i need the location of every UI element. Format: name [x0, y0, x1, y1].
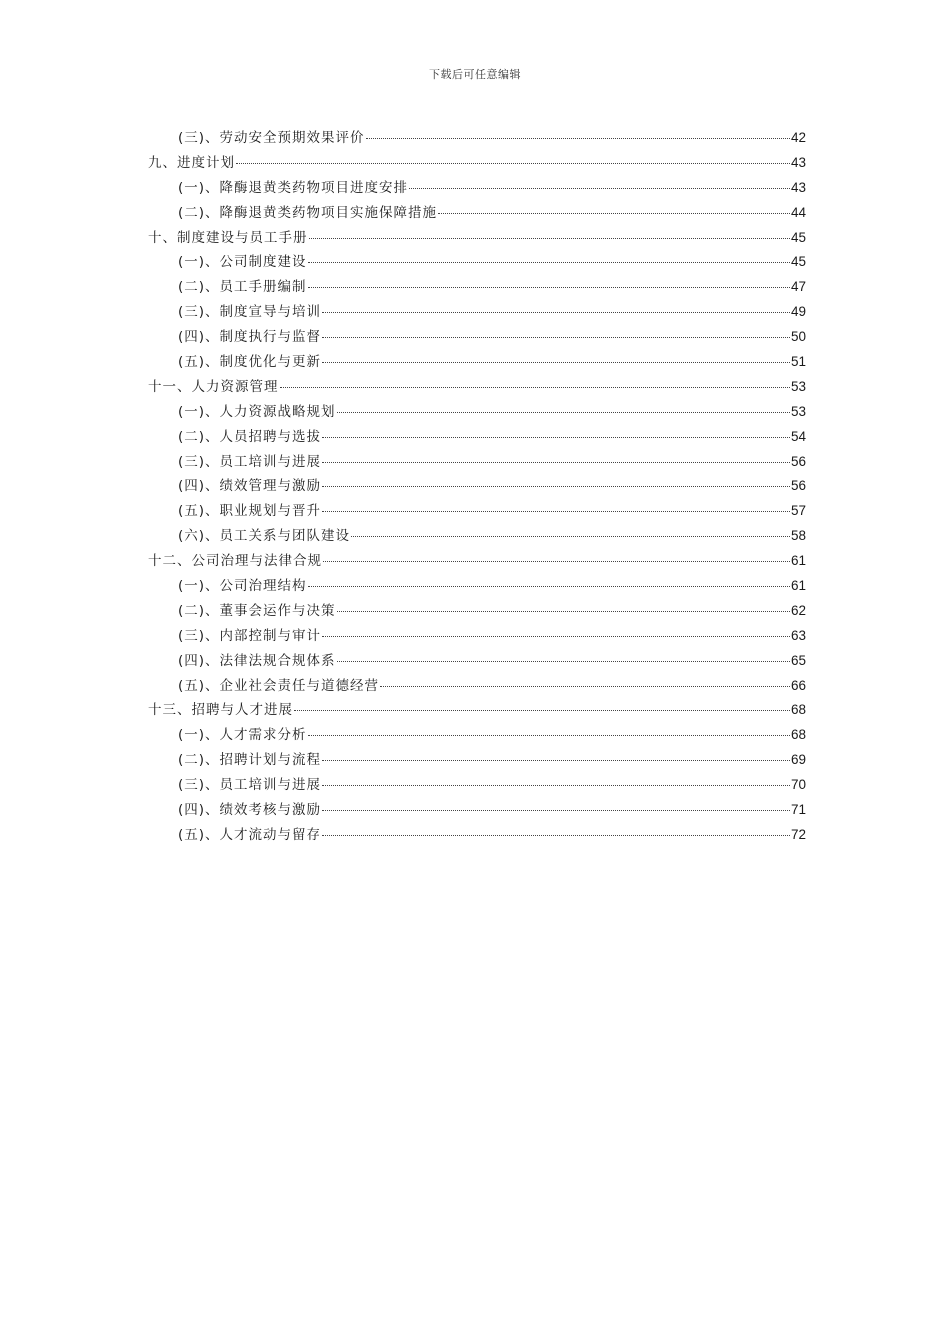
toc-entry-page-number: 68	[790, 727, 806, 743]
toc-entry-title: (六)、员工关系与团队建设	[178, 528, 351, 545]
toc-dot-leader	[351, 535, 790, 537]
toc-entry[interactable]	[148, 450, 806, 475]
toc-entry-page-number: 49	[790, 304, 806, 320]
toc-entry-page-number: 44	[790, 204, 806, 220]
toc-entry-title: (三)、员工培训与进展	[178, 777, 322, 794]
toc-entry-page-number: 70	[790, 777, 806, 793]
toc-entry[interactable]	[148, 350, 806, 375]
toc-entry-title: (五)、制度优化与更新	[178, 354, 322, 371]
toc-entry-page-number: 42	[790, 130, 806, 145]
toc-dot-leader	[323, 560, 790, 562]
toc-entry-title: (三)、内部控制与审计	[178, 627, 322, 644]
toc-entry-page-number: 47	[790, 279, 806, 295]
toc-entry-title: (五)、职业规划与晋升	[178, 503, 322, 520]
toc-entry[interactable]	[148, 201, 806, 226]
toc-dot-leader	[337, 411, 790, 413]
toc-entry[interactable]	[148, 599, 806, 624]
toc-entry-title: 十二、公司治理与法律合规	[148, 553, 322, 570]
toc-entry-page-number: 62	[790, 602, 806, 618]
toc-dot-leader	[308, 585, 790, 587]
toc-entry-page-number: 72	[790, 826, 806, 842]
toc-entry[interactable]	[148, 151, 806, 176]
toc-entry[interactable]	[148, 798, 806, 823]
toc-entry-page-number: 66	[790, 677, 806, 693]
toc-entry[interactable]	[148, 549, 806, 574]
table-of-contents	[148, 126, 806, 848]
toc-entry[interactable]	[148, 474, 806, 499]
toc-dot-leader	[337, 610, 790, 612]
toc-dot-leader	[438, 212, 790, 214]
toc-entry-title: (二)、人员招聘与选拔	[178, 428, 322, 445]
toc-entry-title: (三)、劳动安全预期效果评价	[178, 130, 365, 146]
toc-entry-page-number: 58	[790, 528, 806, 544]
toc-dot-leader	[322, 361, 790, 363]
toc-entry-page-number: 50	[790, 329, 806, 345]
toc-entry-title: (二)、董事会运作与决策	[178, 602, 336, 619]
toc-entry-page-number: 61	[790, 578, 806, 594]
toc-dot-leader	[294, 709, 790, 711]
toc-entry-page-number: 56	[790, 453, 806, 469]
toc-entry-title: (二)、员工手册编制	[178, 279, 307, 296]
toc-entry[interactable]	[148, 649, 806, 674]
toc-entry[interactable]	[148, 748, 806, 773]
toc-entry-title: 十一、人力资源管理	[148, 378, 279, 395]
toc-dot-leader	[322, 784, 790, 786]
toc-dot-leader	[308, 261, 790, 263]
toc-entry[interactable]	[148, 325, 806, 350]
toc-entry-page-number: 57	[790, 503, 806, 519]
toc-dot-leader	[322, 485, 790, 487]
toc-entry[interactable]	[148, 499, 806, 524]
toc-entry-page-number: 61	[790, 553, 806, 569]
toc-entry[interactable]	[148, 773, 806, 798]
toc-entry-title: (一)、人力资源战略规划	[178, 403, 336, 420]
toc-entry-page-number: 71	[790, 802, 806, 818]
toc-entry-page-number: 45	[790, 229, 806, 245]
toc-entry-title: (五)、人才流动与留存	[178, 826, 322, 843]
toc-dot-leader	[337, 660, 790, 662]
toc-entry-title: (五)、企业社会责任与道德经营	[178, 677, 380, 694]
toc-entry-title: (四)、绩效考核与激励	[178, 802, 322, 819]
toc-entry-title: (一)、公司治理结构	[178, 578, 307, 595]
toc-entry-page-number: 69	[790, 752, 806, 768]
toc-entry[interactable]	[148, 126, 806, 151]
toc-entry-page-number: 53	[790, 403, 806, 419]
toc-entry-page-number: 54	[790, 428, 806, 444]
toc-dot-leader	[366, 137, 790, 139]
toc-entry-title: (一)、公司制度建设	[178, 254, 307, 271]
toc-entry[interactable]	[148, 574, 806, 599]
toc-entry[interactable]	[148, 300, 806, 325]
toc-dot-leader	[280, 386, 790, 388]
toc-dot-leader	[322, 834, 790, 836]
toc-entry-title: (二)、招聘计划与流程	[178, 752, 322, 769]
toc-entry[interactable]	[148, 524, 806, 549]
toc-dot-leader	[380, 685, 790, 687]
toc-entry-title: (四)、制度执行与监督	[178, 329, 322, 346]
toc-entry-page-number: 56	[790, 478, 806, 494]
toc-entry[interactable]	[148, 275, 806, 300]
toc-dot-leader	[322, 311, 790, 313]
toc-dot-leader	[409, 187, 790, 189]
toc-entry[interactable]	[148, 674, 806, 699]
toc-entry-title: (一)、人才需求分析	[178, 727, 307, 744]
toc-dot-leader	[322, 510, 790, 512]
toc-entry-title: 十、制度建设与员工手册	[148, 229, 308, 246]
toc-dot-leader	[309, 237, 790, 239]
toc-entry-page-number: 43	[790, 179, 806, 195]
toc-entry[interactable]	[148, 176, 806, 201]
toc-entry-page-number: 45	[790, 254, 806, 270]
toc-entry[interactable]	[148, 723, 806, 748]
toc-dot-leader	[308, 734, 790, 736]
toc-entry-title: (三)、制度宣导与培训	[178, 304, 322, 321]
toc-entry-title: 九、进度计划	[148, 154, 235, 171]
toc-dot-leader	[322, 436, 790, 438]
toc-entry-page-number: 53	[790, 378, 806, 394]
toc-entry-title: (四)、绩效管理与激励	[178, 478, 322, 495]
toc-entry-title: (三)、员工培训与进展	[178, 453, 322, 470]
toc-dot-leader	[308, 286, 790, 288]
page-header: 下载后可任意编辑	[429, 68, 521, 81]
toc-entry-title: (四)、法律法规合规体系	[178, 652, 336, 669]
toc-entry[interactable]	[148, 250, 806, 275]
toc-entry-page-number: 65	[790, 652, 806, 668]
toc-entry[interactable]	[148, 624, 806, 649]
toc-dot-leader	[322, 461, 790, 463]
toc-entry-title: (一)、降酶退黄类药物项目进度安排	[178, 179, 409, 196]
toc-entry[interactable]	[148, 400, 806, 425]
toc-entry[interactable]	[148, 375, 806, 400]
toc-entry-page-number: 43	[790, 154, 806, 170]
toc-entry[interactable]	[148, 226, 806, 251]
toc-entry-page-number: 68	[790, 702, 806, 718]
toc-entry[interactable]	[148, 425, 806, 450]
toc-dot-leader	[322, 336, 790, 338]
toc-dot-leader	[236, 162, 790, 164]
toc-entry-page-number: 63	[790, 627, 806, 643]
toc-dot-leader	[322, 635, 790, 637]
toc-entry-title: 十三、招聘与人才进展	[148, 702, 293, 719]
toc-dot-leader	[322, 809, 790, 811]
toc-dot-leader	[322, 759, 790, 761]
toc-entry-page-number: 51	[790, 354, 806, 370]
toc-entry[interactable]	[148, 698, 806, 723]
toc-entry-title: (二)、降酶退黄类药物项目实施保障措施	[178, 204, 438, 221]
toc-entry[interactable]	[148, 823, 806, 848]
